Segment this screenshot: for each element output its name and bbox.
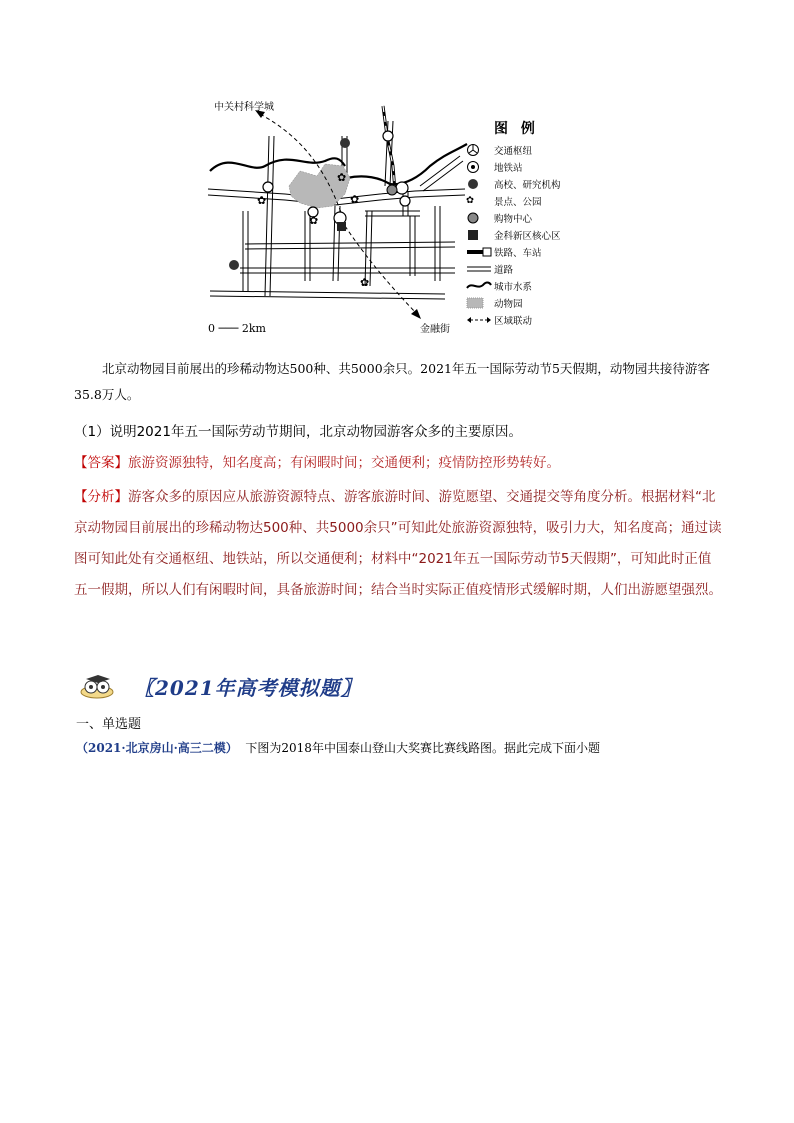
label-zhongguancun: 中关村科学城: [214, 102, 274, 113]
graduate-cap-icon: [76, 674, 118, 704]
svg-text:✿: ✿: [257, 194, 267, 207]
legend-row: [466, 294, 576, 311]
subheading: 一、单选题: [76, 717, 142, 732]
map-caption: 北京动物园目前展出的珍稀动物达500种、共5000余只。2021年五一国际劳动节5天假期，动物园共接待游客35.8万人。: [74, 361, 710, 402]
svg-text:✿: ✿: [350, 193, 360, 206]
map-scale: 0 ─── 2km: [208, 322, 266, 335]
question-text: 下图为2018年中国泰山登山大奖赛比赛线路图。据此完成下面小题: [245, 741, 600, 755]
legend-title: 图 例: [494, 121, 539, 137]
map-legend: [466, 141, 576, 328]
analysis-tag: 【分析】: [74, 489, 128, 505]
legend-row: [466, 192, 576, 209]
finance-core: [337, 222, 346, 231]
legend-row: [466, 175, 576, 192]
regional-link-icon: [466, 313, 494, 327]
scenic-park-icon: ✿: [466, 195, 474, 206]
legend-row: [466, 260, 576, 277]
legend-label: 金科新区核心区: [494, 230, 561, 242]
road-icon: [466, 262, 494, 276]
legend-label: 城市水系: [494, 281, 533, 293]
legend-row: [466, 243, 576, 260]
shopping-center-icon: [466, 211, 494, 225]
university-icon: [466, 177, 494, 191]
link-south: [345, 226, 417, 314]
legend-label: 交通枢纽: [494, 145, 533, 157]
analysis-text: 游客众多的原因应从旅游资源特点、游客旅游时间、游览愿望、交通提交等角度分析。根据材料“北京动物园目前展出的珍稀动物达500种、共5000余只”可知此处旅游资源独特，吸引力大，知名度高；通过读图可知此处有交通枢纽、地铁站，所以交通便利；材料中“2021年五一国际劳动节5天假期”，可知此时正值五一假期，所以人们有闲暇时间，具备旅游时间；结合当时实际正值疫情形式缓解时期，人们出游愿望强烈。: [74, 489, 722, 598]
answer-tag: 【答案】: [74, 455, 128, 471]
legend-label: 购物中心: [494, 213, 533, 225]
zoo-icon: [466, 296, 494, 310]
legend-label: 动物园: [494, 298, 523, 310]
legend-row: [466, 158, 576, 175]
subway-station-icon: [466, 160, 494, 174]
legend-label: 区域联动: [494, 315, 533, 327]
legend-label: 铁路、车站: [494, 247, 542, 259]
railway-station-icon: [466, 245, 494, 259]
arrow-south-icon: [411, 309, 421, 319]
label-jinrongjie: 金融街: [420, 324, 450, 335]
legend-row: [466, 141, 576, 158]
legend-label: 高校、研究机构: [494, 179, 561, 191]
svg-text:✿: ✿: [360, 276, 370, 289]
question-source: （2021·北京房山·高三二模）: [76, 741, 238, 755]
legend-row: [466, 226, 576, 243]
question-line: [76, 739, 600, 756]
svg-text:✿: ✿: [309, 214, 319, 227]
legend-label: 道路: [494, 264, 514, 276]
answer-text: 旅游资源独特，知名度高；有闲暇时间；交通便利；疫情防控形势转好。: [128, 455, 560, 471]
legend-row: [466, 277, 576, 294]
water-system-icon: [466, 279, 494, 293]
finance-core-icon: [466, 228, 494, 242]
shopping-center: [387, 185, 397, 195]
transport-hub-icon: [466, 143, 494, 157]
legend-row: [466, 209, 576, 226]
svg-text:✿: ✿: [337, 171, 347, 184]
analysis-block: [74, 482, 722, 606]
question-1: （1）说明2021年五一国际劳动节期间，北京动物园游客众多的主要原因。: [74, 424, 522, 440]
section-title: 〖2021年高考模拟题〗: [134, 676, 362, 700]
legend-label: 地铁站: [494, 162, 523, 174]
legend-row: [466, 311, 576, 328]
answer-block: [74, 451, 724, 471]
road-network: [208, 121, 465, 299]
legend-label: 景点、公园: [494, 196, 542, 208]
